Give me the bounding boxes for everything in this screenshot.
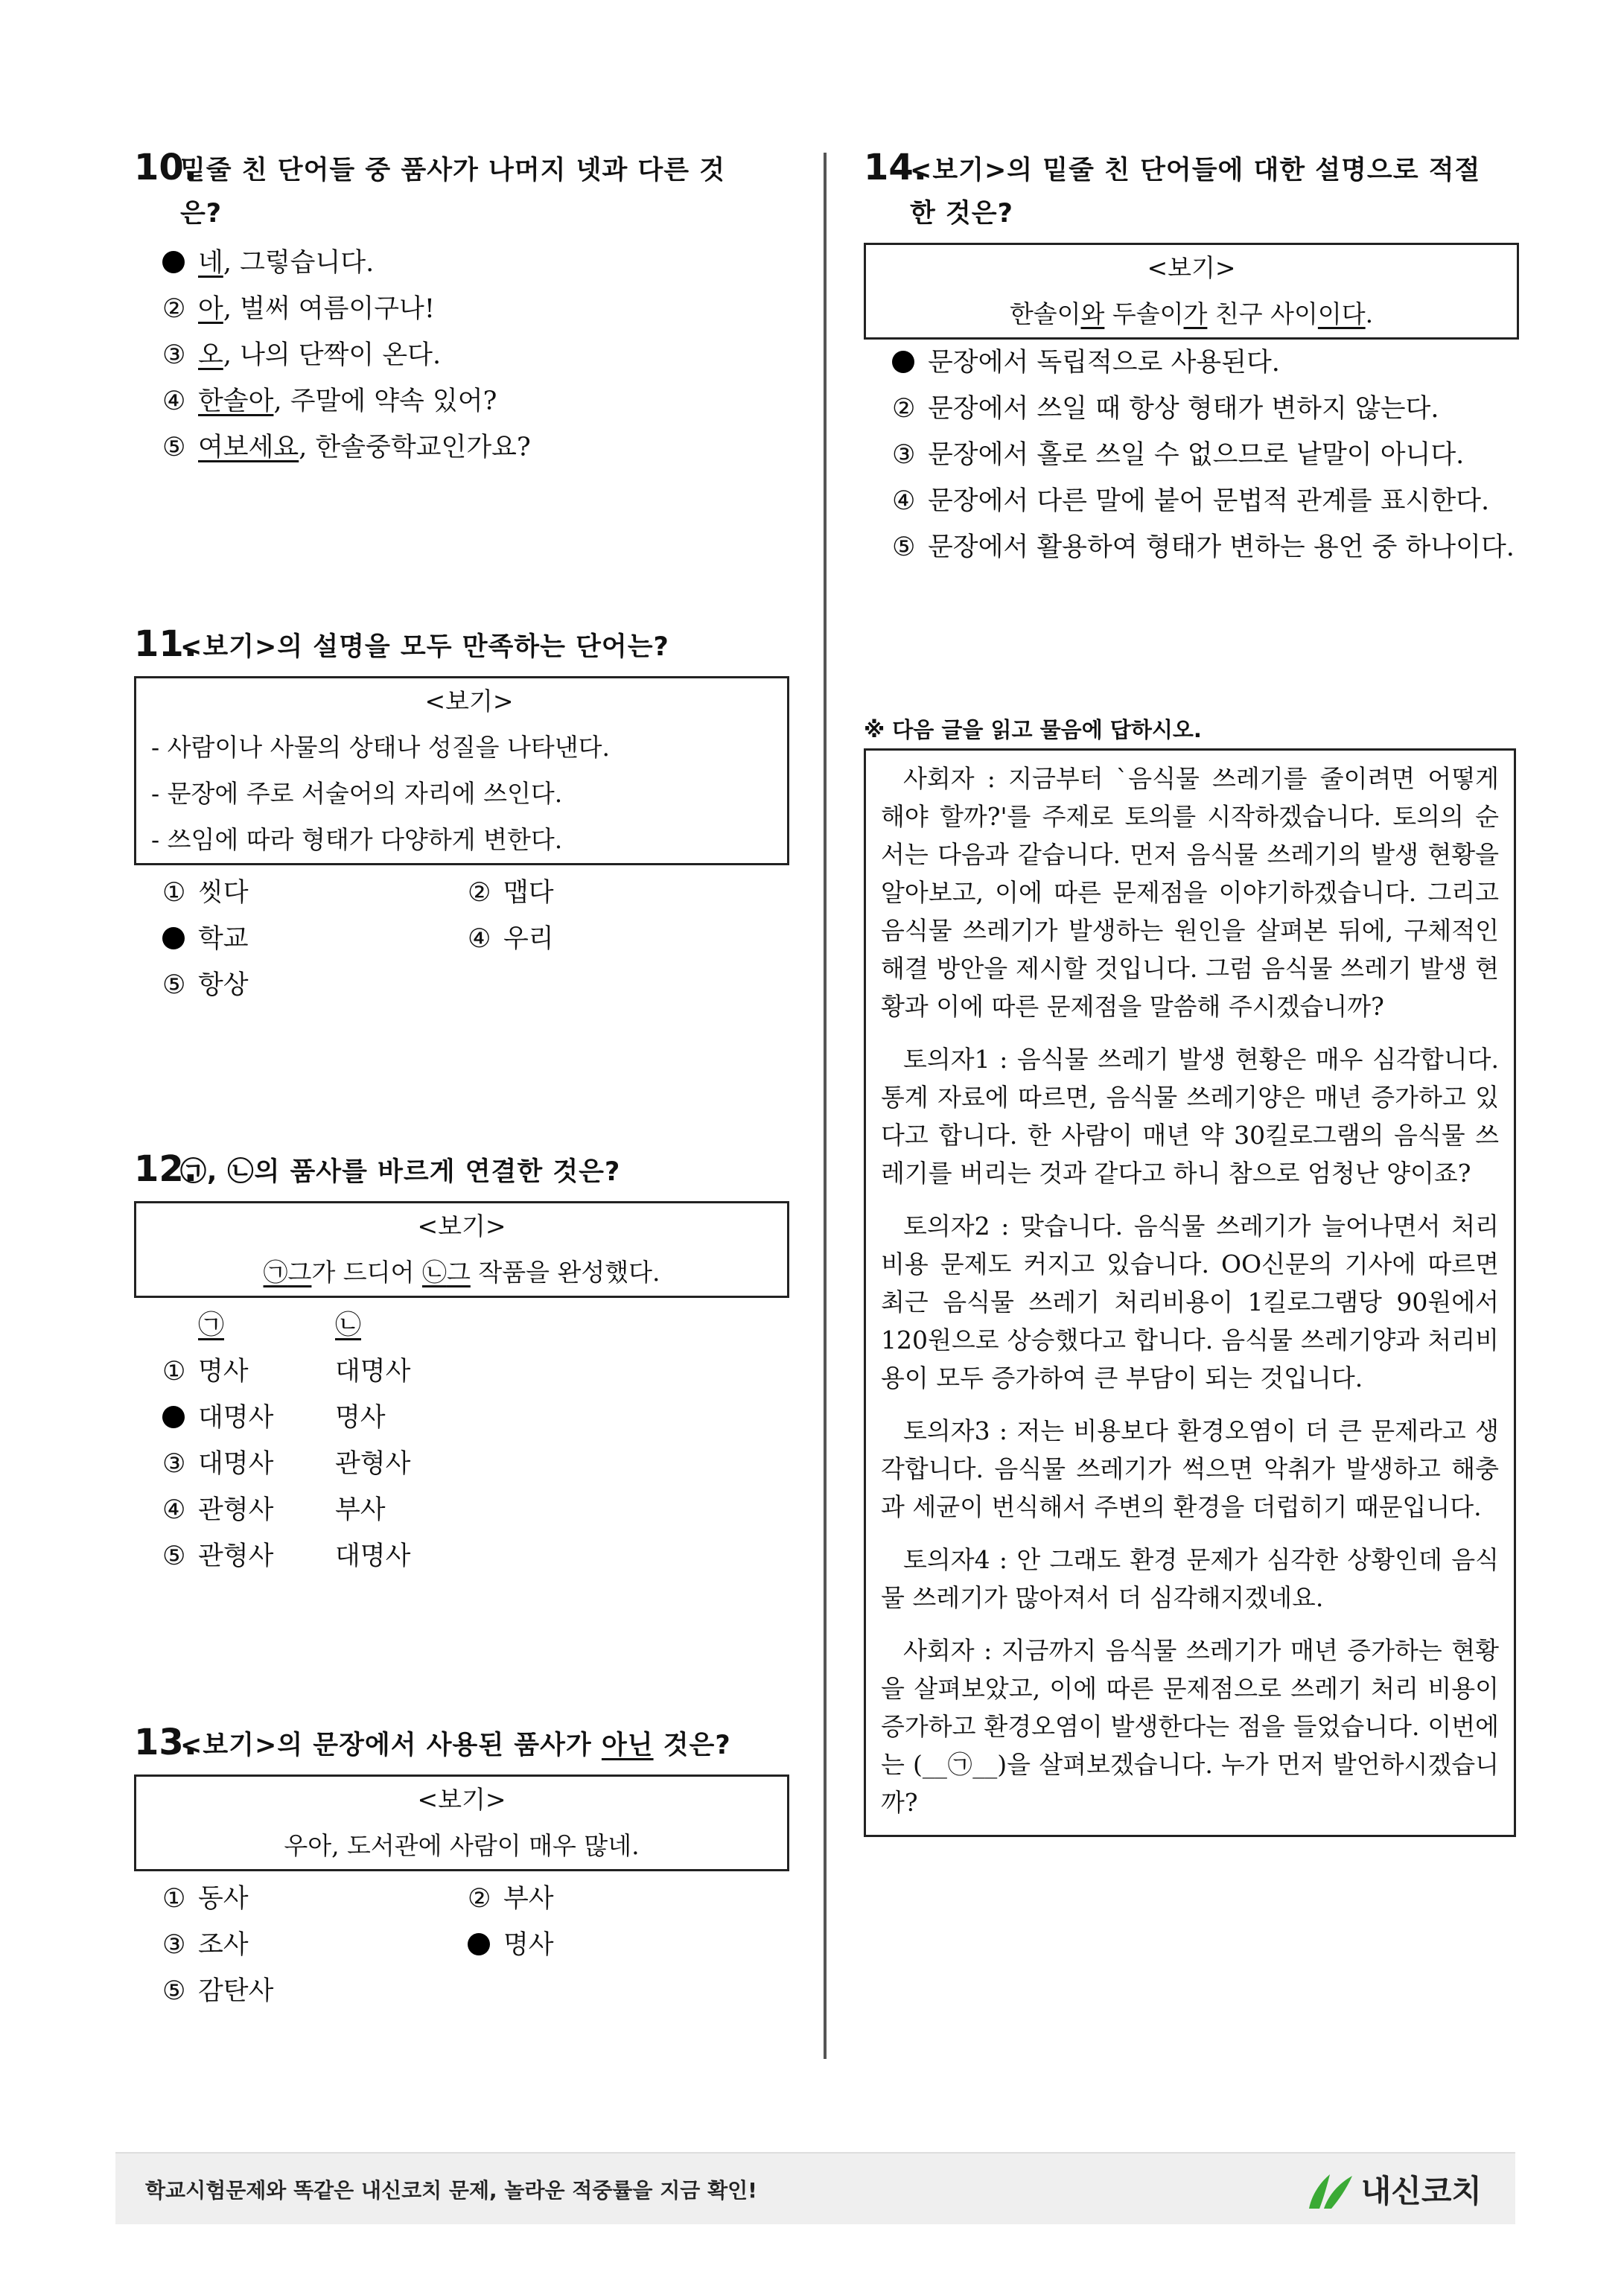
option-text: 문장에서 홀로 쓰일 수 없으므로 낱말이 아니다. bbox=[928, 440, 1465, 470]
column-header-text: ㉠ bbox=[198, 1311, 225, 1340]
option-text: 문장에서 활용하여 형태가 변하는 용언 중 하나이다. bbox=[928, 532, 1515, 562]
option-marker: ① bbox=[162, 1884, 186, 1914]
column-header-text: ㉡ bbox=[335, 1311, 362, 1340]
option-1[interactable] bbox=[134, 1876, 439, 1922]
option-marker: ④ bbox=[162, 386, 186, 416]
question-13-header bbox=[134, 1724, 789, 1767]
passage-paragraph: 토의자3 : 저는 비용보다 환경오염이 더 큰 문제라고 생각합니다. 음식물 쓰레기가 썩으면 악취가 발생하고 해충과 세균이 번식해서 주변의 환경을 더럽히기 때문입니다. bbox=[881, 1416, 1499, 1521]
option-text: 감탄사 bbox=[198, 1976, 274, 2006]
sentence-part: . bbox=[1365, 299, 1374, 328]
sentence-part: 가 드디어 bbox=[311, 1258, 422, 1287]
reading-instruction: ※ 다음 글을 읽고 물음에 답하시오. bbox=[864, 717, 1202, 742]
option-text: , 벌써 여름이구나! bbox=[223, 294, 435, 324]
option-text: , 나의 단짝이 온다. bbox=[223, 340, 442, 370]
option-text: 대명사 bbox=[335, 1541, 411, 1571]
option-3[interactable] bbox=[134, 332, 789, 378]
example-box bbox=[864, 243, 1519, 340]
option-marker: ③ bbox=[892, 440, 916, 470]
question-text-line2: 한 것은? bbox=[910, 199, 1013, 229]
option-2[interactable] bbox=[439, 1876, 745, 1922]
option-2[interactable] bbox=[864, 386, 1519, 432]
option-4[interactable] bbox=[864, 478, 1519, 524]
option-text: 우리 bbox=[503, 924, 554, 954]
question-text: ㉠, ㉡의 품사를 바르게 연결한 것은? bbox=[180, 1157, 621, 1187]
question-10 bbox=[134, 149, 789, 471]
selected-marker-icon bbox=[162, 927, 185, 949]
option-marker: ⑤ bbox=[162, 433, 186, 462]
option-marker: ④ bbox=[892, 486, 916, 516]
passage-paragraph: 사회자 : 지금부터 `음식물 쓰레기를 줄이려면 어떻게 해야 할까?'를 주제로 토의를 시작하겠습니다. 토의의 순서는 다음과 같습니다. 먼저 음식물 쓰레기의 발생 현황을 알아보고, 이에 따른 문제점을 이야기하겠습니다. 그리고 음식물 쓰레기가 발생하는 원인을 살펴본 뒤에, 구체적인 해결 방안을 제시할 것입니다. 그럼 음식물 쓰레기 발생 현황과 이에 따른 문제점을 말씀해 주시겠습니까? bbox=[881, 764, 1499, 1021]
question-text-part: 것은? bbox=[653, 1731, 731, 1760]
option-text: 관형사 bbox=[198, 1541, 274, 1571]
option-5[interactable] bbox=[134, 1968, 439, 2014]
example-box bbox=[134, 676, 789, 865]
question-10-header bbox=[134, 149, 789, 235]
option-text: 대명사 bbox=[198, 1403, 274, 1433]
option-3[interactable] bbox=[134, 916, 439, 962]
option-marker: ② bbox=[468, 1884, 491, 1914]
options-table bbox=[134, 1302, 789, 1579]
option-4[interactable] bbox=[439, 1922, 745, 1968]
option-marker: ③ bbox=[162, 1930, 186, 1960]
option-1[interactable] bbox=[134, 870, 439, 916]
question-14 bbox=[864, 149, 1519, 570]
example-box-title: <보기> bbox=[1147, 253, 1236, 282]
option-text: 관형사 bbox=[335, 1449, 411, 1479]
option-marker: ⑤ bbox=[162, 1976, 186, 2006]
target-word-1: 그 bbox=[287, 1258, 312, 1287]
option-marker: ① bbox=[162, 1357, 186, 1387]
question-12 bbox=[134, 1150, 789, 1579]
option-left bbox=[134, 1349, 335, 1395]
question-text-line2: 은? bbox=[180, 199, 223, 229]
question-number: 13. bbox=[134, 1722, 198, 1763]
option-underlined-word: 여보세요 bbox=[198, 433, 299, 462]
option-text: 조사 bbox=[198, 1930, 249, 1960]
option-3[interactable] bbox=[134, 1441, 789, 1487]
option-text: , 그렇습니다. bbox=[223, 248, 375, 278]
question-13 bbox=[134, 1724, 789, 2014]
option-text: 항상 bbox=[198, 970, 249, 1000]
option-4[interactable] bbox=[134, 378, 789, 424]
option-text: 명사 bbox=[335, 1403, 386, 1433]
sentence-part: 작품을 완성했다. bbox=[470, 1258, 660, 1287]
footer-banner bbox=[115, 2152, 1515, 2224]
example-box-line: - 쓰임에 따라 형태가 다양하게 변한다. bbox=[151, 825, 563, 854]
option-text: , 한솔중학교인가요? bbox=[299, 433, 531, 462]
example-box-title: <보기> bbox=[417, 1212, 506, 1241]
option-marker: ⑤ bbox=[892, 532, 916, 562]
option-text: 학교 bbox=[198, 924, 249, 954]
option-marker: ③ bbox=[162, 340, 186, 370]
question-number: 10. bbox=[134, 147, 198, 188]
example-box-title: <보기> bbox=[417, 1785, 506, 1814]
option-left bbox=[134, 1487, 335, 1533]
option-3[interactable] bbox=[864, 432, 1519, 478]
option-5[interactable] bbox=[134, 962, 439, 1008]
column-divider bbox=[824, 153, 827, 2059]
target-word-2: 그 bbox=[446, 1258, 471, 1287]
option-text: 씻다 bbox=[198, 878, 249, 908]
option-marker: ② bbox=[468, 878, 491, 908]
option-text: 부사 bbox=[503, 1884, 554, 1914]
options-header bbox=[134, 1302, 789, 1349]
option-text: 관형사 bbox=[198, 1495, 274, 1525]
option-text: 문장에서 독립적으로 사용된다. bbox=[928, 348, 1280, 378]
option-text: 대명사 bbox=[198, 1449, 274, 1479]
marker-1: ㉠ bbox=[263, 1258, 288, 1287]
example-sentence bbox=[136, 1250, 787, 1296]
question-12-header bbox=[134, 1150, 789, 1194]
example-sentence: 우아, 도서관에 사람이 매우 많네. bbox=[284, 1831, 640, 1860]
option-underlined-word: 오 bbox=[198, 340, 223, 370]
example-box-line: - 문장에 주로 서술어의 자리에 쓰인다. bbox=[151, 779, 563, 808]
option-5[interactable] bbox=[134, 1533, 789, 1579]
sentence-part: 두솔이 bbox=[1104, 299, 1184, 328]
question-11 bbox=[134, 623, 789, 1008]
option-text: 문장에서 쓰일 때 항상 형태가 변하지 않는다. bbox=[928, 394, 1439, 424]
example-sentence bbox=[866, 291, 1517, 337]
question-text-line1: 밑줄 친 단어들 중 품사가 나머지 넷과 다른 것 bbox=[180, 156, 726, 185]
question-number: 12. bbox=[134, 1148, 198, 1190]
option-marker: ⑤ bbox=[162, 970, 186, 1000]
question-number: 14. bbox=[864, 147, 928, 188]
sentence-part: 한솔이 bbox=[1009, 299, 1081, 328]
passage-paragraph: 토의자2 : 맞습니다. 음식물 쓰레기가 늘어나면서 처리 비용 문제도 커지고 있습니다. OO신문의 기사에 따르면 최근 음식물 쓰레기 처리비용이 1킬로그램당 90원에서 120원으로 상승했다고 합니다. 음식물 쓰레기양과 처리비용이 모두 증가하여 큰 부담이 되는 것입니다. bbox=[881, 1212, 1499, 1392]
option-1[interactable] bbox=[134, 240, 789, 286]
option-underlined-word: 아 bbox=[198, 294, 223, 324]
option-marker: ④ bbox=[162, 1495, 186, 1525]
selected-marker-icon bbox=[162, 251, 185, 273]
option-4[interactable] bbox=[439, 916, 745, 962]
question-number: 11. bbox=[134, 623, 198, 665]
selected-marker-icon bbox=[892, 351, 914, 373]
question-text-line1: <보기>의 밑줄 친 단어들에 대한 설명으로 적절 bbox=[910, 156, 1481, 185]
option-1[interactable] bbox=[134, 1349, 789, 1395]
reading-passage bbox=[864, 748, 1516, 1837]
brand-logo bbox=[1305, 2167, 1482, 2212]
example-box-title: <보기> bbox=[424, 687, 514, 716]
option-text: 대명사 bbox=[335, 1357, 411, 1387]
options bbox=[134, 240, 789, 471]
option-3[interactable] bbox=[134, 1922, 439, 1968]
option-text: 부사 bbox=[335, 1495, 386, 1525]
underlined-word: 가 bbox=[1183, 299, 1208, 328]
leaf-logo-icon bbox=[1305, 2167, 1357, 2212]
option-marker: ⑤ bbox=[162, 1541, 186, 1571]
option-underlined-word: 한솔아 bbox=[198, 386, 274, 416]
option-text: , 주말에 약속 있어? bbox=[273, 386, 497, 416]
option-marker: ② bbox=[892, 394, 916, 424]
marker-2: ㉡ bbox=[421, 1258, 447, 1287]
example-box bbox=[134, 1774, 789, 1871]
option-1[interactable] bbox=[864, 340, 1519, 386]
sentence-part: 친구 사이 bbox=[1207, 299, 1318, 328]
option-underlined-word: 네 bbox=[198, 248, 223, 278]
option-left bbox=[134, 1441, 335, 1487]
option-5[interactable] bbox=[864, 524, 1519, 570]
question-text bbox=[180, 1724, 789, 1767]
option-text: 동사 bbox=[198, 1884, 249, 1914]
options bbox=[134, 1876, 789, 2014]
option-2[interactable] bbox=[134, 1395, 789, 1441]
option-left bbox=[134, 1533, 335, 1579]
question-text: <보기>의 설명을 모두 만족하는 단어는? bbox=[180, 632, 669, 662]
option-text: 맵다 bbox=[503, 878, 554, 908]
option-marker: ③ bbox=[162, 1449, 186, 1479]
option-2[interactable] bbox=[439, 870, 745, 916]
option-5[interactable] bbox=[134, 424, 789, 471]
logo-text: 내신코치 bbox=[1360, 2173, 1482, 2209]
options bbox=[864, 340, 1519, 570]
passage-paragraph: 토의자1 : 음식물 쓰레기 발생 현황은 매우 심각합니다. 통계 자료에 따르면, 음식물 쓰레기양은 매년 증가하고 있다고 합니다. 한 사람이 매년 약 30킬로그램의 음식물 쓰레기를 버리는 것과 같다고 하니 참으로 엄청난 양이죠? bbox=[881, 1045, 1499, 1188]
options bbox=[134, 870, 789, 1008]
selected-marker-icon bbox=[468, 1933, 490, 1955]
passage-paragraph: 사회자 : 지금까지 음식물 쓰레기가 매년 증가하는 현황을 살펴보았고, 이에 따른 문제점으로 쓰레기 처리 비용이 증가하고 환경오염이 발생한다는 점을 들었습니다. 이번에는 (__㉠__)을 살펴보겠습니다. 누가 먼저 발언하시겠습니까? bbox=[881, 1636, 1499, 1817]
column-header-2 bbox=[335, 1302, 633, 1349]
option-text: 문장에서 다른 말에 붙어 문법적 관계를 표시한다. bbox=[928, 486, 1490, 516]
selected-marker-icon bbox=[162, 1406, 185, 1428]
option-4[interactable] bbox=[134, 1487, 789, 1533]
option-left bbox=[134, 1395, 335, 1441]
question-underlined-word: 아닌 bbox=[601, 1731, 654, 1760]
option-marker: ① bbox=[162, 878, 186, 908]
example-box-line: - 사람이나 사물의 상태나 성질을 나타낸다. bbox=[151, 733, 611, 762]
footer-text: 학교시험문제와 똑같은 내신코치 문제, 놀라운 적중률을 지금 확인! bbox=[145, 2178, 757, 2203]
question-14-header bbox=[864, 149, 1519, 235]
question-11-header bbox=[134, 623, 789, 669]
underlined-word: 와 bbox=[1080, 299, 1105, 328]
column-header-1 bbox=[134, 1302, 335, 1349]
underlined-word: 이다 bbox=[1317, 299, 1366, 328]
option-marker: ④ bbox=[468, 924, 491, 954]
example-box bbox=[134, 1201, 789, 1298]
passage-paragraph: 토의자4 : 안 그래도 환경 문제가 심각한 상황인데 음식물 쓰레기가 많아져서 더 심각해지겠네요. bbox=[881, 1545, 1499, 1612]
option-text: 명사 bbox=[503, 1930, 554, 1960]
option-marker: ② bbox=[162, 294, 186, 324]
question-text-part: <보기>의 문장에서 사용된 품사가 bbox=[180, 1731, 602, 1760]
option-text: 명사 bbox=[198, 1357, 249, 1387]
option-2[interactable] bbox=[134, 286, 789, 332]
